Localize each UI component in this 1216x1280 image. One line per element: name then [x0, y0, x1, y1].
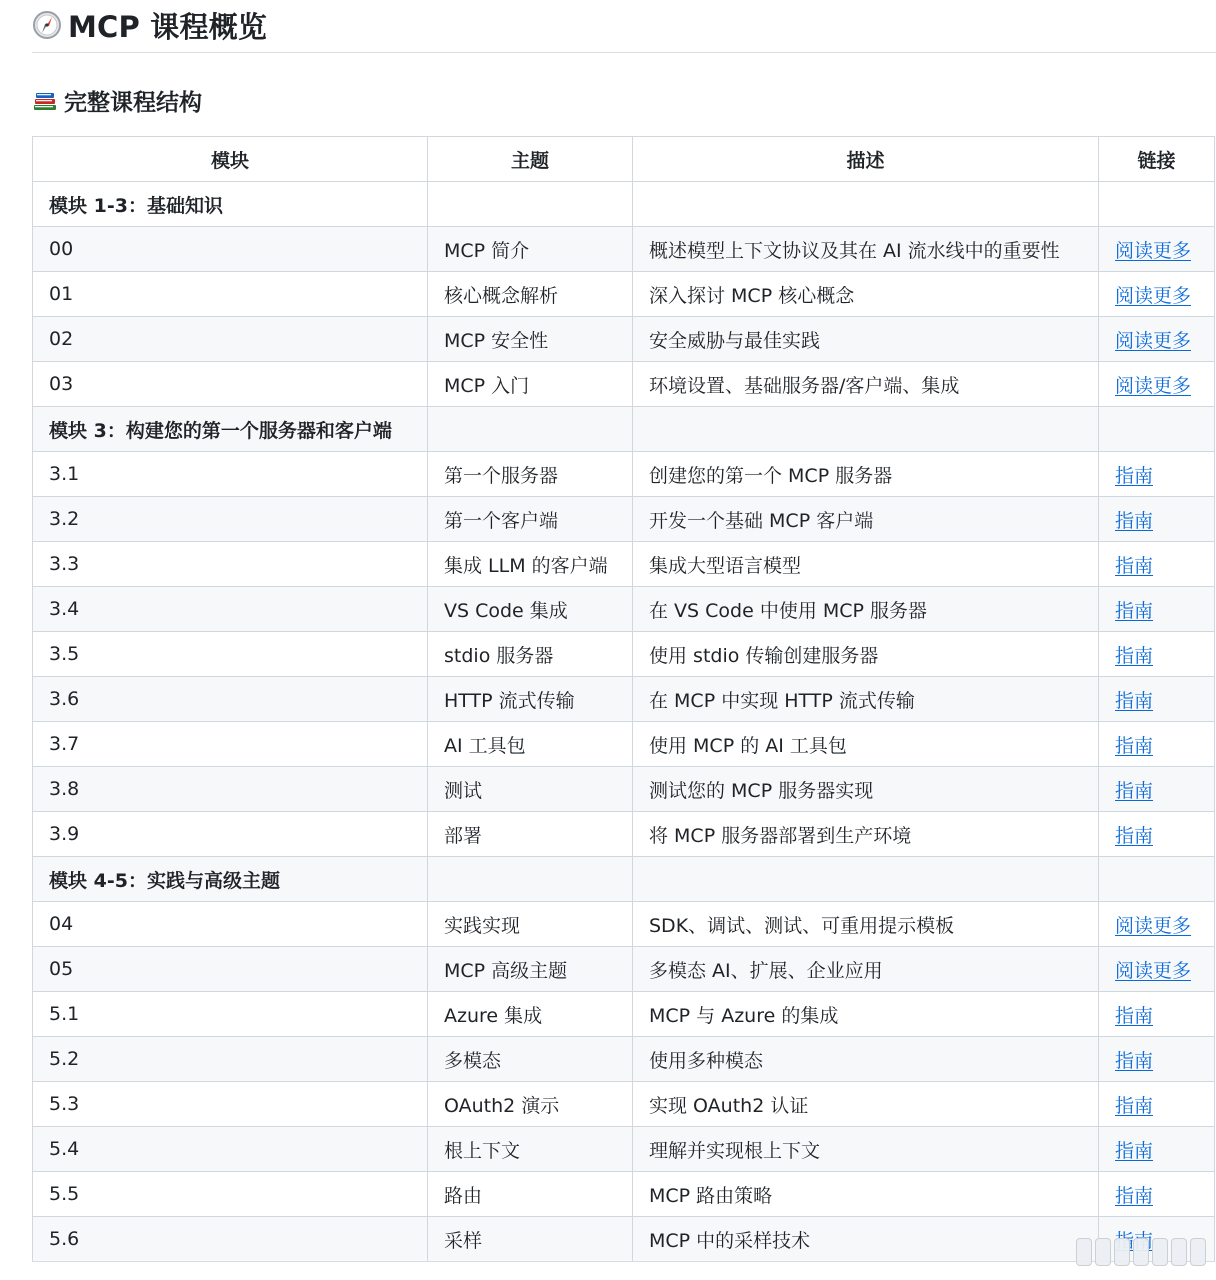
table-row [33, 1172, 1215, 1217]
topic-cell: VS Code 集成 [428, 587, 633, 632]
description-cell: 使用 stdio 传输创建服务器 [633, 632, 1099, 677]
module-cell: 5.4 [33, 1127, 428, 1172]
link-cell [1099, 947, 1215, 992]
watermark-mark [1190, 1238, 1206, 1266]
description-cell: MCP 中的采样技术 [633, 1217, 1099, 1262]
module-cell: 3.5 [33, 632, 428, 677]
link-cell [1099, 542, 1215, 587]
link-cell [1099, 767, 1215, 812]
table-row [33, 677, 1215, 722]
description-cell: MCP 与 Azure 的集成 [633, 992, 1099, 1037]
table-row [33, 227, 1215, 272]
guide-link[interactable]: 指南 [1115, 734, 1154, 757]
table-row [33, 812, 1215, 857]
module-cell: 5.2 [33, 1037, 428, 1082]
guide-link[interactable]: 指南 [1115, 779, 1154, 802]
header-module: 模块 [33, 137, 428, 182]
link-cell [1099, 317, 1215, 362]
table-row [33, 1217, 1215, 1262]
module-cell: 00 [33, 227, 428, 272]
module-cell: 3.9 [33, 812, 428, 857]
topic-cell: 第一个客户端 [428, 497, 633, 542]
link-cell [1099, 272, 1215, 317]
link-cell [1099, 227, 1215, 272]
description-cell: 环境设置、基础服务器/客户端、集成 [633, 362, 1099, 407]
compass-icon [32, 10, 62, 40]
table-body [33, 182, 1215, 1262]
topic-cell: HTTP 流式传输 [428, 677, 633, 722]
table-row [33, 992, 1215, 1037]
section-title-cell: 模块 1-3：基础知识 [33, 182, 428, 227]
title-divider [32, 52, 1216, 53]
section-row [33, 182, 1215, 227]
watermark-mark [1076, 1238, 1092, 1266]
guide-link[interactable]: 指南 [1115, 509, 1154, 532]
watermark [1076, 1238, 1206, 1266]
module-cell: 5.5 [33, 1172, 428, 1217]
module-cell: 3.4 [33, 587, 428, 632]
watermark-mark [1133, 1238, 1149, 1266]
watermark-mark [1152, 1238, 1168, 1266]
link-cell [1099, 722, 1215, 767]
table-row [33, 272, 1215, 317]
module-cell: 3.6 [33, 677, 428, 722]
module-cell: 01 [33, 272, 428, 317]
header-link: 链接 [1099, 137, 1215, 182]
link-cell [1099, 362, 1215, 407]
module-cell: 02 [33, 317, 428, 362]
guide-link[interactable]: 指南 [1115, 599, 1154, 622]
module-cell: 5.1 [33, 992, 428, 1037]
link-cell [1099, 677, 1215, 722]
link-cell [1099, 1172, 1215, 1217]
description-cell: 使用多种模态 [633, 1037, 1099, 1082]
description-cell: 在 MCP 中实现 HTTP 流式传输 [633, 677, 1099, 722]
table-row [33, 1037, 1215, 1082]
topic-cell: 采样 [428, 1217, 633, 1262]
header-description: 描述 [633, 137, 1099, 182]
topic-cell: OAuth2 演示 [428, 1082, 633, 1127]
read-more-link[interactable]: 阅读更多 [1115, 329, 1192, 352]
guide-link[interactable]: 指南 [1115, 554, 1154, 577]
section-heading [32, 82, 202, 118]
description-cell [633, 857, 1099, 902]
section-row [33, 407, 1215, 452]
topic-cell [428, 857, 633, 902]
topic-cell: 多模态 [428, 1037, 633, 1082]
table-row [33, 587, 1215, 632]
guide-link[interactable]: 指南 [1115, 644, 1154, 667]
module-cell: 5.3 [33, 1082, 428, 1127]
table-header-row [33, 137, 1215, 182]
topic-cell: 测试 [428, 767, 633, 812]
guide-link[interactable]: 指南 [1115, 1184, 1154, 1207]
watermark-mark [1171, 1238, 1187, 1266]
description-cell: 实现 OAuth2 认证 [633, 1082, 1099, 1127]
table-row [33, 722, 1215, 767]
description-cell: 多模态 AI、扩展、企业应用 [633, 947, 1099, 992]
description-cell: 概述模型上下文协议及其在 AI 流水线中的重要性 [633, 227, 1099, 272]
description-cell: 理解并实现根上下文 [633, 1127, 1099, 1172]
description-cell: 创建您的第一个 MCP 服务器 [633, 452, 1099, 497]
books-icon [32, 87, 58, 113]
table-row [33, 497, 1215, 542]
table-row [33, 317, 1215, 362]
table-row [33, 362, 1215, 407]
table-row [33, 767, 1215, 812]
description-cell [633, 407, 1099, 452]
module-cell: 05 [33, 947, 428, 992]
description-cell: 深入探讨 MCP 核心概念 [633, 272, 1099, 317]
link-cell [1099, 812, 1215, 857]
link-cell [1099, 1127, 1215, 1172]
read-more-link[interactable]: 阅读更多 [1115, 239, 1192, 262]
read-more-link[interactable]: 阅读更多 [1115, 374, 1192, 397]
module-cell: 3.7 [33, 722, 428, 767]
description-cell: 测试您的 MCP 服务器实现 [633, 767, 1099, 812]
module-cell: 03 [33, 362, 428, 407]
guide-link[interactable]: 指南 [1115, 1094, 1154, 1117]
table-row [33, 542, 1215, 587]
topic-cell: 实践实现 [428, 902, 633, 947]
module-cell: 5.6 [33, 1217, 428, 1262]
description-cell: 开发一个基础 MCP 客户端 [633, 497, 1099, 542]
guide-link[interactable]: 指南 [1115, 464, 1154, 487]
link-cell [1099, 992, 1215, 1037]
link-cell [1099, 452, 1215, 497]
topic-cell: MCP 高级主题 [428, 947, 633, 992]
page-title-heading [32, 2, 267, 48]
topic-cell: 核心概念解析 [428, 272, 633, 317]
guide-link[interactable]: 指南 [1115, 1049, 1154, 1072]
description-cell: 使用 MCP 的 AI 工具包 [633, 722, 1099, 767]
topic-cell: 部署 [428, 812, 633, 857]
read-more-link[interactable]: 阅读更多 [1115, 959, 1192, 982]
watermark-mark [1095, 1238, 1111, 1266]
description-cell: MCP 路由策略 [633, 1172, 1099, 1217]
guide-link[interactable]: 指南 [1115, 1004, 1154, 1027]
link-cell [1099, 497, 1215, 542]
description-cell: 将 MCP 服务器部署到生产环境 [633, 812, 1099, 857]
read-more-link[interactable]: 阅读更多 [1115, 914, 1192, 937]
watermark-mark [1114, 1238, 1130, 1266]
link-cell [1099, 1082, 1215, 1127]
section-row [33, 857, 1215, 902]
section-heading-text: 完整课程结构 [64, 89, 202, 116]
course-structure-table [32, 136, 1215, 1262]
header-topic: 主题 [428, 137, 633, 182]
link-cell [1099, 1037, 1215, 1082]
table-row [33, 452, 1215, 497]
description-cell: 集成大型语言模型 [633, 542, 1099, 587]
link-cell [1099, 587, 1215, 632]
read-more-link[interactable]: 阅读更多 [1115, 284, 1192, 307]
link-cell [1099, 407, 1215, 452]
guide-link[interactable]: 指南 [1115, 1139, 1154, 1162]
guide-link[interactable]: 指南 [1115, 689, 1154, 712]
topic-cell: MCP 简介 [428, 227, 633, 272]
table-row [33, 902, 1215, 947]
topic-cell [428, 182, 633, 227]
table-row [33, 947, 1215, 992]
description-cell: 在 VS Code 中使用 MCP 服务器 [633, 587, 1099, 632]
topic-cell: AI 工具包 [428, 722, 633, 767]
module-cell: 3.1 [33, 452, 428, 497]
guide-link[interactable]: 指南 [1115, 824, 1154, 847]
topic-cell: 根上下文 [428, 1127, 633, 1172]
topic-cell: 集成 LLM 的客户端 [428, 542, 633, 587]
topic-cell: MCP 入门 [428, 362, 633, 407]
section-title-cell: 模块 4-5：实践与高级主题 [33, 857, 428, 902]
module-cell: 3.8 [33, 767, 428, 812]
table-row [33, 632, 1215, 677]
link-cell [1099, 857, 1215, 902]
description-cell: SDK、调试、测试、可重用提示模板 [633, 902, 1099, 947]
description-cell [633, 182, 1099, 227]
topic-cell [428, 407, 633, 452]
link-cell [1099, 632, 1215, 677]
topic-cell: stdio 服务器 [428, 632, 633, 677]
topic-cell: 第一个服务器 [428, 452, 633, 497]
module-cell: 3.2 [33, 497, 428, 542]
table-row [33, 1082, 1215, 1127]
link-cell [1099, 182, 1215, 227]
module-cell: 3.3 [33, 542, 428, 587]
module-cell: 04 [33, 902, 428, 947]
description-cell: 安全威胁与最佳实践 [633, 317, 1099, 362]
section-title-cell: 模块 3：构建您的第一个服务器和客户端 [33, 407, 428, 452]
table-row [33, 1127, 1215, 1172]
topic-cell: MCP 安全性 [428, 317, 633, 362]
link-cell [1099, 902, 1215, 947]
topic-cell: Azure 集成 [428, 992, 633, 1037]
topic-cell: 路由 [428, 1172, 633, 1217]
page-title: MCP 课程概览 [68, 9, 268, 44]
